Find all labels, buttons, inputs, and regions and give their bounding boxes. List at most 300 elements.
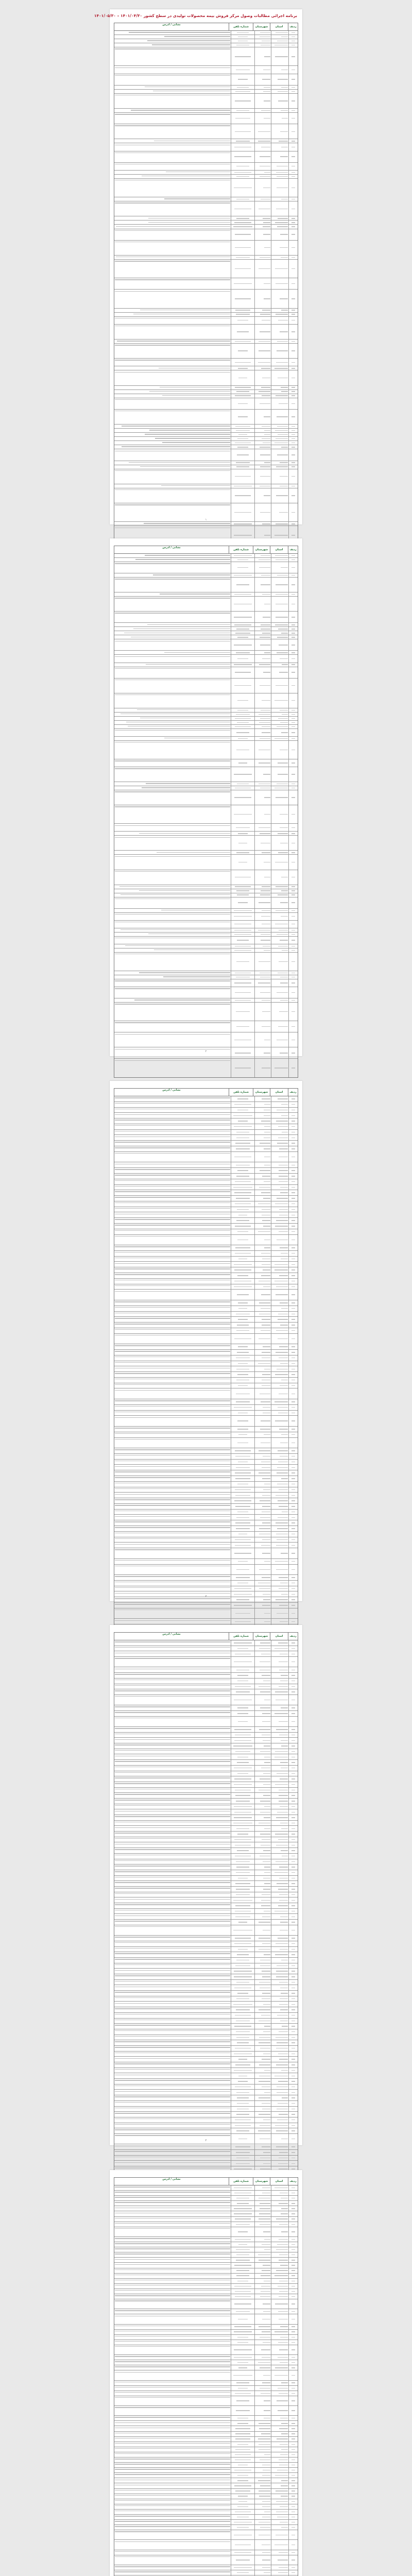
table-cell — [114, 1460, 231, 1465]
table-row — [114, 2279, 298, 2284]
table-row — [114, 1323, 298, 1328]
table-cell — [254, 197, 271, 201]
table-cell — [271, 425, 288, 428]
table-row — [114, 2340, 298, 2345]
table-cell — [271, 2499, 288, 2504]
table-row — [114, 1229, 298, 1235]
table-row — [114, 1603, 298, 1608]
table-cell — [114, 445, 231, 449]
page-number: ۱ — [205, 518, 207, 521]
table-cell — [114, 344, 231, 358]
table-cell — [271, 1903, 288, 1908]
table-row — [114, 1985, 298, 1991]
table-row — [114, 1766, 298, 1771]
table-cell — [271, 1909, 288, 1914]
table-cell — [231, 2550, 254, 2555]
table-cell — [254, 2416, 271, 2420]
table-row — [114, 782, 298, 786]
table-row — [114, 1738, 298, 1743]
table-cell — [254, 554, 271, 557]
table-cell — [114, 1689, 231, 1694]
table-row — [114, 2112, 298, 2117]
table-cell — [254, 1985, 271, 1990]
table-cell — [288, 2289, 298, 2294]
table-cell — [231, 2426, 254, 2431]
table-cell — [254, 1996, 271, 2002]
table-cell — [288, 1438, 298, 1448]
table-cell — [271, 627, 288, 631]
table-cell — [254, 1267, 271, 1273]
table-cell — [114, 1717, 231, 1726]
table-cell — [114, 2185, 231, 2190]
table-row — [114, 221, 298, 225]
table-cell — [231, 1378, 254, 1383]
table-cell — [271, 488, 288, 503]
table-cell — [254, 2570, 271, 2575]
table-row — [114, 1224, 298, 1229]
table-row — [114, 143, 298, 151]
table-cell — [288, 631, 298, 635]
table-row — [114, 163, 298, 171]
table-cell — [254, 1465, 271, 1470]
table-cell — [114, 1991, 231, 1996]
table-cell — [231, 522, 254, 526]
table-row — [114, 2040, 298, 2046]
table-cell — [254, 1032, 271, 1047]
table-cell — [231, 1124, 254, 1129]
table-cell — [231, 2222, 254, 2227]
table-cell — [271, 124, 288, 139]
table-cell — [231, 1821, 254, 1826]
table-cell — [114, 340, 231, 343]
table-cell — [114, 2391, 231, 2396]
table-cell — [231, 2391, 254, 2396]
table-cell — [271, 1520, 288, 1526]
table-row — [114, 1510, 298, 1515]
table-cell — [254, 2510, 271, 2514]
table-cell — [254, 1969, 271, 1974]
table-cell — [254, 913, 271, 920]
table-cell — [271, 667, 288, 678]
table-cell — [288, 1793, 298, 1798]
table-cell — [254, 2355, 271, 2360]
table-cell — [254, 2468, 271, 2472]
table-cell — [254, 313, 271, 316]
table-cell — [114, 953, 231, 971]
table-cell — [271, 1727, 288, 1732]
table-cell — [271, 1405, 288, 1410]
table-cell — [231, 1826, 254, 1831]
table-cell — [288, 488, 298, 503]
table-row — [114, 1581, 298, 1586]
table-cell — [231, 2095, 254, 2100]
table-cell — [271, 1980, 288, 1985]
table-cell — [271, 2002, 288, 2007]
table-row — [114, 1135, 298, 1141]
table-cell — [231, 2079, 254, 2084]
table-cell — [114, 1963, 231, 1969]
table-row — [114, 679, 298, 693]
table-cell — [114, 2279, 231, 2283]
table-row — [114, 928, 298, 933]
table-cell — [288, 921, 298, 928]
table-cell — [254, 562, 271, 573]
table-cell — [288, 1290, 298, 1300]
table-cell — [114, 216, 231, 220]
table-cell — [231, 2437, 254, 2442]
table-row — [114, 944, 298, 948]
table-cell — [114, 592, 231, 596]
column-header: ردیف — [288, 2178, 298, 2185]
table-cell — [231, 1657, 254, 1667]
table-cell — [271, 1526, 288, 1531]
table-cell — [254, 1526, 271, 1531]
table-cell — [254, 1350, 271, 1355]
table-cell — [288, 2360, 298, 2365]
table-cell — [271, 2117, 288, 2123]
table-cell — [288, 1914, 298, 1919]
table-cell — [114, 522, 231, 526]
table-cell — [114, 1619, 231, 1624]
table-cell — [114, 394, 231, 398]
table-cell — [254, 2274, 271, 2278]
table-row — [114, 1124, 298, 1130]
table-cell — [231, 1162, 254, 1167]
table-cell — [288, 1559, 298, 1564]
table-row — [114, 1865, 298, 1870]
table-cell — [288, 1947, 298, 1952]
table-cell — [231, 425, 254, 428]
table-cell — [288, 737, 298, 740]
table-cell — [254, 1974, 271, 1979]
table-cell — [114, 1235, 231, 1245]
table-cell — [254, 1416, 271, 1426]
table-cell — [114, 655, 231, 662]
table-cell — [114, 313, 231, 316]
table-cell — [231, 2463, 254, 2467]
table-row — [114, 1548, 298, 1559]
table-cell — [288, 2007, 298, 2012]
table-cell — [271, 1887, 288, 1892]
table-cell — [114, 717, 231, 720]
table-cell — [271, 1804, 288, 1809]
table-cell — [114, 1651, 231, 1656]
table-cell — [271, 2128, 288, 2133]
table-cell — [231, 2452, 254, 2457]
table-cell — [271, 663, 288, 667]
table-cell — [288, 2520, 298, 2524]
column-header: استان — [270, 2178, 288, 2185]
table-cell — [231, 2335, 254, 2340]
table-cell — [271, 998, 288, 1002]
table-cell — [231, 2478, 254, 2483]
table-cell — [114, 1399, 231, 1404]
table-cell — [254, 31, 271, 35]
table-cell — [271, 39, 288, 43]
table-cell — [231, 1936, 254, 1941]
table-cell — [271, 1032, 288, 1047]
table-row — [114, 2381, 298, 2386]
table-cell — [231, 1284, 254, 1290]
table-cell — [231, 2494, 254, 2499]
table-cell — [271, 1487, 288, 1493]
table-row — [114, 855, 298, 870]
table-cell — [114, 767, 231, 782]
table-cell — [254, 2007, 271, 2012]
table-cell — [114, 1405, 231, 1410]
table-cell — [254, 790, 271, 805]
table-row — [114, 1903, 298, 1909]
table-cell — [114, 359, 231, 366]
table-cell — [114, 1881, 231, 1886]
table-cell — [231, 1581, 254, 1586]
table-cell — [288, 1383, 298, 1388]
table-cell — [231, 2309, 254, 2314]
table-cell — [114, 1350, 231, 1355]
table-cell — [114, 1152, 231, 1162]
table-cell — [288, 2029, 298, 2035]
table-cell — [271, 1179, 288, 1184]
table-cell — [271, 2258, 288, 2262]
table-cell — [271, 2360, 288, 2365]
table-cell — [271, 2550, 288, 2555]
table-cell — [271, 2263, 288, 2267]
table-cell — [231, 1059, 254, 1077]
table-cell — [288, 309, 298, 312]
table-cell — [254, 737, 271, 740]
table-row — [114, 2161, 298, 2166]
table-cell — [114, 2325, 231, 2329]
table-cell — [254, 1925, 271, 1935]
table-cell — [271, 651, 288, 654]
table-cell — [271, 2073, 288, 2078]
table-cell — [114, 1059, 231, 1077]
table-cell — [288, 484, 298, 488]
table-cell — [254, 1113, 271, 1118]
table-row — [114, 1832, 298, 1837]
table-cell — [271, 1185, 288, 1190]
table-cell — [288, 35, 298, 39]
table-row — [114, 1826, 298, 1832]
table-cell — [254, 1300, 271, 1306]
table-row — [114, 488, 298, 503]
table-cell — [271, 1996, 288, 2002]
table-row — [114, 2284, 298, 2289]
table-row — [114, 2510, 298, 2515]
table-cell — [254, 1646, 271, 1651]
table-cell — [114, 1532, 231, 1537]
table-cell — [231, 1842, 254, 1848]
table-cell — [114, 2252, 231, 2257]
table-cell — [271, 317, 288, 324]
table-cell — [254, 998, 271, 1002]
table-cell — [231, 109, 254, 112]
table-row — [114, 461, 298, 465]
table-cell — [231, 2057, 254, 2062]
table-cell — [114, 2274, 231, 2278]
table-cell — [114, 1306, 231, 1311]
table-row — [114, 597, 298, 612]
table-cell — [254, 979, 271, 987]
table-cell — [114, 1003, 231, 1021]
table-row — [114, 851, 298, 855]
table-cell — [254, 1212, 271, 1217]
table-cell — [114, 1411, 231, 1416]
table-cell — [271, 429, 288, 432]
table-cell — [231, 1876, 254, 1881]
table-cell — [271, 1224, 288, 1229]
column-header: شهرستان — [253, 1089, 270, 1096]
table-cell — [114, 2268, 231, 2273]
table-cell — [288, 2144, 298, 2149]
table-cell — [231, 1717, 254, 1726]
table-cell — [254, 465, 271, 469]
table-cell — [254, 1201, 271, 1207]
table-cell — [114, 1996, 231, 2002]
table-cell — [254, 1482, 271, 1487]
table-cell — [114, 578, 231, 592]
table-row — [114, 1300, 298, 1306]
table-cell — [288, 1925, 298, 1935]
table-row — [114, 1021, 298, 1032]
table-cell — [254, 1448, 271, 1453]
table-cell — [254, 260, 271, 278]
table-cell — [288, 2227, 298, 2236]
table-cell — [271, 597, 288, 611]
table-cell — [254, 2299, 271, 2309]
table-cell — [288, 1575, 298, 1580]
table-cell — [288, 870, 298, 885]
table-cell — [254, 1190, 271, 1195]
table-cell — [271, 2101, 288, 2106]
table-cell — [114, 2335, 231, 2340]
table-cell — [114, 449, 231, 460]
table-cell — [288, 344, 298, 358]
table-cell — [288, 2478, 298, 2483]
table-cell — [254, 2185, 271, 2190]
table-cell — [114, 2365, 231, 2370]
table-cell — [114, 1848, 231, 1853]
table-cell — [114, 737, 231, 740]
table-cell — [271, 179, 288, 197]
table-cell — [288, 1355, 298, 1361]
table-cell — [114, 979, 231, 987]
table-cell — [231, 2062, 254, 2067]
table-cell — [231, 663, 254, 667]
table-cell — [114, 1438, 231, 1448]
table-cell — [254, 1224, 271, 1229]
table-cell — [231, 2515, 254, 2519]
column-header: ردیف — [288, 23, 298, 30]
table-cell — [271, 1766, 288, 1771]
table-cell — [288, 2540, 298, 2549]
table-cell — [254, 1532, 271, 1537]
table-cell — [288, 313, 298, 316]
table-cell — [288, 1667, 298, 1672]
table-cell — [288, 469, 298, 484]
table-cell — [271, 2196, 288, 2200]
table-cell — [288, 708, 298, 712]
table-cell — [114, 2068, 231, 2073]
table-cell — [231, 1245, 254, 1250]
table-cell — [114, 1378, 231, 1383]
table-body — [114, 1640, 298, 2183]
table-cell — [271, 221, 288, 224]
table-cell — [288, 2217, 298, 2222]
table-row — [114, 2406, 298, 2416]
table-cell — [231, 790, 254, 805]
table-cell — [254, 1727, 271, 1732]
table-cell — [288, 937, 298, 944]
table-row — [114, 1608, 298, 1619]
table-row — [114, 2525, 298, 2530]
table-cell — [231, 655, 254, 662]
table-row — [114, 790, 298, 805]
table-cell — [271, 2483, 288, 2488]
table-cell — [114, 832, 231, 835]
table-cell — [114, 1684, 231, 1689]
table-cell — [254, 1876, 271, 1881]
table-cell — [254, 2101, 271, 2106]
table-cell — [114, 124, 231, 139]
table-row — [114, 1284, 298, 1290]
table-cell — [114, 1312, 231, 1317]
table-cell — [114, 1267, 231, 1273]
table-cell — [288, 836, 298, 850]
table-cell — [114, 2247, 231, 2252]
table-row — [114, 1174, 298, 1179]
table-cell — [271, 767, 288, 782]
table-cell — [271, 635, 288, 639]
table-row — [114, 175, 298, 179]
table-cell — [271, 2024, 288, 2029]
table-row — [114, 971, 298, 975]
table-cell — [288, 1788, 298, 1793]
table-row — [114, 1695, 298, 1705]
table-cell — [271, 2406, 288, 2415]
table-cell — [288, 767, 298, 782]
table-cell — [254, 1766, 271, 1771]
table-row — [114, 913, 298, 921]
table-cell — [271, 2478, 288, 2483]
table-cell — [288, 2013, 298, 2018]
table-cell — [288, 1470, 298, 1476]
table-cell — [271, 558, 288, 562]
table-cell — [254, 139, 271, 143]
table-cell — [288, 1118, 298, 1124]
table-cell — [271, 717, 288, 720]
table-cell — [114, 1124, 231, 1129]
table-cell — [254, 597, 271, 611]
table-row — [114, 278, 298, 290]
table-cell — [288, 2386, 298, 2391]
table-cell — [288, 1465, 298, 1470]
table-row — [114, 35, 298, 39]
table-row — [114, 1947, 298, 1953]
table-cell — [254, 921, 271, 928]
table-cell — [254, 1711, 271, 1716]
table-cell — [114, 1520, 231, 1526]
table-cell — [288, 2279, 298, 2283]
table-row — [114, 2002, 298, 2007]
table-cell — [288, 2112, 298, 2117]
table-cell — [254, 1438, 271, 1448]
table-cell — [254, 1738, 271, 1743]
table-cell — [114, 151, 231, 162]
table-row — [114, 1821, 298, 1826]
table-row — [114, 2468, 298, 2473]
table-cell — [254, 366, 271, 370]
